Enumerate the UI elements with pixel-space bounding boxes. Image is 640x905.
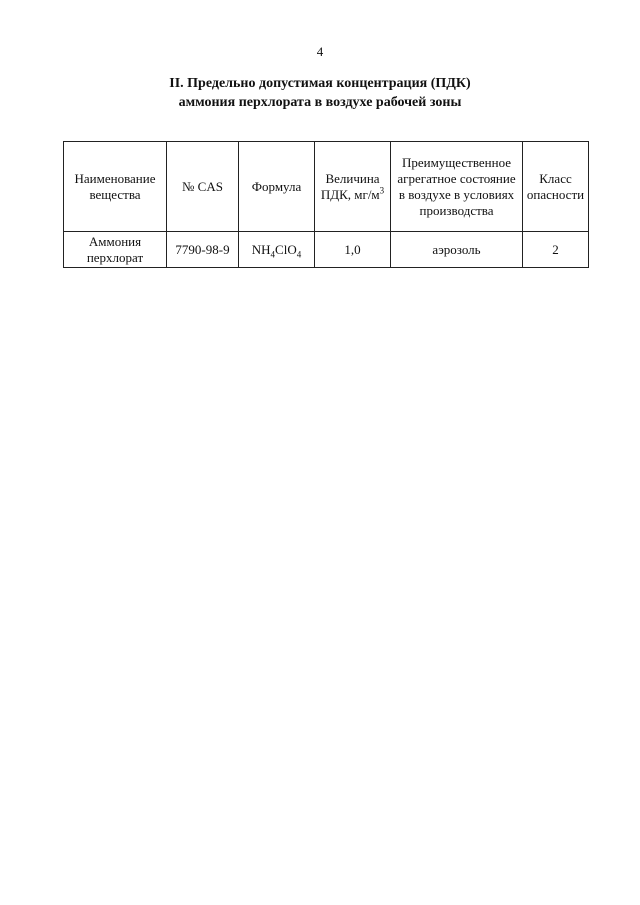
header-name: Наименование вещества bbox=[64, 142, 167, 232]
header-cas: № CAS bbox=[167, 142, 239, 232]
pdk-table bbox=[63, 141, 589, 268]
formula-part-1: NH bbox=[251, 241, 271, 257]
cell-class: 2 bbox=[523, 232, 589, 268]
page-number: 4 bbox=[316, 44, 324, 59]
formula-part-2: ClO bbox=[275, 241, 297, 257]
document-heading bbox=[0, 74, 640, 112]
formula-sub-2: 4 bbox=[296, 249, 302, 260]
header-state: Преимущественное агрегатное состояние в воздухе в условиях производства bbox=[391, 142, 523, 232]
header-pdk bbox=[315, 142, 391, 232]
header-pdk-exponent: 3 bbox=[379, 185, 385, 196]
heading-line-1: II. Предельно допустимая концентрация (ПДК) bbox=[169, 76, 471, 91]
cell-formula bbox=[239, 232, 315, 268]
cell-cas: 7790-98-9 bbox=[167, 232, 239, 268]
header-pdk-text: Величина ПДК, мг/м bbox=[320, 170, 380, 202]
cell-name: Аммония перхлорат bbox=[64, 232, 167, 268]
header-formula: Формула bbox=[239, 142, 315, 232]
header-class: Класс опасности bbox=[523, 142, 589, 232]
table-row bbox=[64, 232, 589, 268]
table-header-row bbox=[64, 142, 589, 232]
cell-state: аэрозоль bbox=[391, 232, 523, 268]
heading-line-2: аммония перхлората в воздухе рабочей зоны bbox=[178, 95, 462, 110]
cell-pdk: 1,0 bbox=[315, 232, 391, 268]
formula-sub-1: 4 bbox=[270, 249, 276, 260]
